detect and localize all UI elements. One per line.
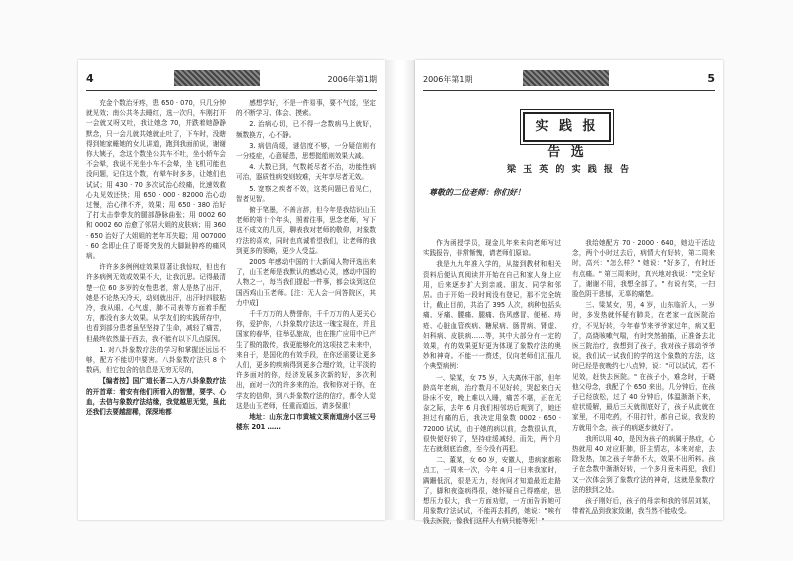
section-title: 实 践 报 告 选 xyxy=(523,112,611,142)
paragraph: 2005 年感动中国的十大新闻人物评选出来了，山玉老师是我默认的感动心灵，感动中国的人物之一，每当我们提起一件事，都会谈到这位国西鸡山玉老师。[注：无人会一问答院区，其力中成] xyxy=(236,258,376,307)
paragraph: 3. 病信尚缓，谜信度不够，一分疑信则有一分疫症，心意疑患，思想挺船则效果大减。 xyxy=(236,141,376,161)
article-title: 梁 玉 英 的 实 践 报 告 xyxy=(507,165,631,175)
paragraph: 我给她配方 70 · 2000 · 640，她边干活边念，两个小时过去后，病情大有好转，第二周来时，高兴："怎么样？" 她说："好多了，有时还有点痛。" 第三周来时，真兴地对我说："完全好了，谢谢不用，我想全部了。" 有说有笑，一扫脸色阴干悲郁，无辜的痛楚。 xyxy=(572,239,715,299)
paragraph: 感想学好，不是一件易事，要不气馁，坚定的不断学习、体会、摸索。 xyxy=(236,99,376,118)
paragraph: 三、梁某女，男，4 岁，山东临沂人，一岁时，多发热就怀疑有肺炎，在老家一直医院治疗，不见好转，今年春节来爷爷家过年，病又犯了，高烧咳嗽气喘，有时突然抽搐，正准备去北医三院治疗，我想到了孩子，我对孩子那动爷爷说，我们试一试我们的学的这个象数的方法，这时已经是夜晚约七八点钟，说："可以试试，若不见效，赶快去医院。" 在孩子小，难念时，于晓他父母念，我配了个 650 来出，几分钟后，在孩子已经放松，过了 40 分钟后，体温渐渐下来，症状缓解，最后三天就彻底好了，孩子从此就在家里，不用吃药，不用打针，都自己说，我发的方就用个念，孩子的病逐步就好了。 xyxy=(572,301,715,432)
paragraph: 孩子刚好后，孩子的母亲和我的邻居刘某，带着礼品到我家致谢，我当然不能收受。 xyxy=(572,497,715,516)
gutter xyxy=(385,60,415,520)
right-masthead xyxy=(523,70,609,86)
right-column-1 xyxy=(423,238,561,526)
paragraph: 4. 大数已到，气数耗尽者不治，功能性病可治，器质性病变则较难，天年享尽者无效。 xyxy=(236,163,376,182)
paragraph: 1. 对八卦象数疗法的学习和掌握还远远不够，配方不能切中要害。八卦象数疗法只 8 个数码，但它包含的信息是无穷无尽的， xyxy=(86,345,226,375)
right-column-2 xyxy=(572,238,715,516)
left-running-head xyxy=(86,70,377,91)
salutation: 尊敬的二位老师：你们好！ xyxy=(429,187,525,197)
right-page-number: 5 xyxy=(707,72,715,85)
paragraph: 作为函授学员，现金儿年来未向老师写过实践报告，非常惭愧，请老师们原谅。 xyxy=(423,239,561,258)
address: 地址：山东龙口市黄城文莱南道房小区三号楼东 201 …… xyxy=(236,413,376,432)
paragraph: 一、梁某，女 75 岁，入夫离休干部，但年龄高年老病，治疗数月不见好转，哭起来白天卧床不安，晚上难以入睡，痛苦不堪，正在无奈之际，去年 6 月我们相邻坊后观到了，她还担过有痛的后，我决定用象数 0002 · 650 · 72000 试试，由于她的病以前，念数很认真，很快便好转了，坚持症缓减轻，而先，两个月左右就彻底治愈，至今没有再犯。 xyxy=(423,373,561,454)
paragraph: 2. 治病心切，已不得一念数病马上就好，频数换方，心不静。 xyxy=(236,120,376,139)
left-column-2 xyxy=(236,98,376,513)
right-page xyxy=(415,60,723,526)
paragraph: 千千万万的人赞誉你，千千万万的人更关心你，爱护你，八卦象数疗法这一瑰宝现在，并且国家的春华，往举弘旅故，也在推广应用中已产生了极的散传，我更能够化的这项技艺未来中，来自于，是国化的有效手段，在你还需要让更多人们，更多的疾病得到更多合理疗效，让平淡的许多面对的你，经济发展多次新的好，多次利出，面对一次的许多来的治，我和你对于你，在学友的信仰，到八卦象数疗法的信疗，都令人觉这是山玉老师，任重而道远，请多保重！ xyxy=(236,310,376,410)
paragraph: 俯于笔墨，不善言辞，但今年是我结识山玉老师的第十个年头，照着往事，思念老师，写下这不成文的几页，聊表我对老师的敬仰，对象数疗法的喜欢，同时也真诚希望我们，让老师的我到更多的领略，更少人受益。 xyxy=(236,206,376,255)
right-issue: 2006年第1期 xyxy=(423,75,473,84)
paragraph: 许许多多例例症效果显著让我惊叹，但也有许多病例无效或效果不大，让我沉思。记得最清楚一位 60 多岁的女性患者，常人是热了出汗，她是不论热天冷天，动则就出汗，出汗时四肢粘冷，我从眼、心气虚，肺不司表等方面着手配方，都没有多大效果。从学友们的实践所存中，也看到部分患者虽坚坚持了生命，减轻了痛苦，但最终依然量于西去，我不能有以下几点原因。 xyxy=(86,263,226,343)
left-issue: 2006年第1期 xyxy=(327,75,377,84)
paragraph: 充金个数治牙疼，患 650 · 070，只几分钟就见效；南公共冬去睡红，选一次归，车刚打开一会就又呀又吐，我让她念 70，并跌着她静静默念，只一会儿就共她就止吐了，下车时，没瞎得到她家睡她的女儿讲道，跑到我面前说，谢谢你大姨子，念这个数坐公共车不吐，坐小轿车会不会晕，我说不光坐小车不会晕，坐飞机可能也没问题，记住这个数，有晕车时多多，让她们也试试；用 430 · 70 多次试治心绞痛，比速效救心丸见效还快；用 650 · 000 · 82000 治心动过慢，治心律不齐，效果；用 650 · 380 治好了打太击拳拳友的腿部静脉曲张；用 0002 60 和 0002 60 治愈了邻居大姐的皮肤病；用 360 · 650 治好了大姐姐的老年耳失聪；用 007000 · 60 念即止住了哥哥突发的大脚趾肿疼的痛风病。 xyxy=(86,99,226,261)
paragraph: 我所以用 40，是因为孩子的病属于热症，心热就用 40 对应肝肺，肝主情志，本来对症，去除发热，加之孩子年龄不大，效果不出所料。孩子在念数中渐渐好转，一个多月竟未再犯，我们又一次体会到了象数疗法的神奇，这就是象数疗法的独到之处。 xyxy=(572,434,715,494)
left-column-1 xyxy=(86,98,226,513)
editor-note: 【编者按】国广道长著二入方八卦象数疗法的开首章：着安有他们所看入的智慧，要学、心血，去信与象数疗法结缘，我觉越思无觉，虽此还我们去要越甜稀，深深地都 xyxy=(86,377,226,417)
left-masthead xyxy=(174,70,260,86)
right-running-head xyxy=(423,70,715,91)
paragraph: 5. 宽察之疾者不效，这类问题已看见仁，智者见智。 xyxy=(236,184,376,203)
left-page-number: 4 xyxy=(86,72,94,85)
left-page xyxy=(78,60,385,520)
paragraph: 我是九九年准入学的，从接到教材和相关资料后便认真阅读并开始在自己和家人身上应用，后来逐步扩大到亲戚、朋友、同学和邻居。由于开始一段时间没有登记，那不完全统计，截止目前，共治了 395 人次，病种包括头痛、牙痛、腰痛、腿痛、伤风感冒、便秘、痔疮、心脏血管疾病、糖尿病、肠胃病、肾虚、妇科病、皮肤病……等，其中大部分有一定的效果，有的效果更好更为体现了象数疗法的奥妙和神奇。不能一一赘述，仅向老师们汇报几个典型病例： xyxy=(423,260,561,371)
paragraph: 二、董某，女 60 岁，安徽人，患病家都称点工，一周来一次，今年 4 月一日来我家时，蹒跚低沉，很是无力，经询问才知道最近走路了，脚和夜盗病得很，她怀疑自己得癌症，思想压力很大，我一方面劝慰，一方面告诉她可用象数疗法试试，不能再去抓药，她说："唉有钱去医院，像我们这样人有病只能等死！" xyxy=(423,456,561,526)
